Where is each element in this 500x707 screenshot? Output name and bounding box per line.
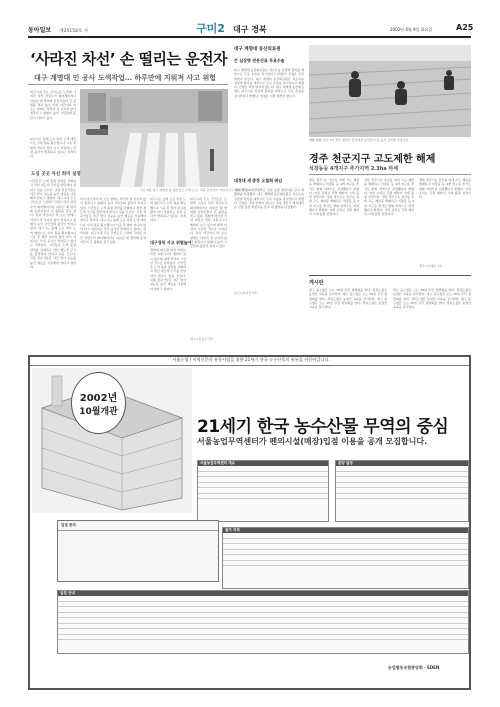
ad-info-table-2-head: 분양 일정 <box>336 461 468 466</box>
ad-inquiry-box-head: 입점 문의 <box>58 521 218 531</box>
table-row <box>198 494 328 500</box>
gyeongju-column-3: 경북 경주시는 천군동 일대 고도 제한을 해제하고 석장동 등 4개 지구를 추가로 완화 지역으로 지정했다고 밝혔다. 이번 조치로 건축 제한이 크게 풀릴 전망이다. <box>419 178 471 200</box>
gyeongju-column-2: 경북 경주시는 천군동 일대 고도 제한을 해제하고 석장동 등 4개 지구를 추가로 완화 지역으로 지정했다고 밝혔다. 이번 조치로 건축 제한이 크게 풀릴 전망이다. 경북 경주시는 천군동 일대 고도 제한을 해제하고 석장동 등 4개 지구를 추가로 완화 지역으로 지정했다고 밝혔다. 이번 조치로 건축 제한이 크게 풀릴 전망이다. <box>364 178 414 217</box>
ad-info-table-2 <box>335 460 469 522</box>
main-article-column-4: 대구시내 주요 간선도로 노면에 그려진 차선 상당수가 희미해지거나 지워진 채 방치돼 운전자들이 큰 불편을 겪고 있다. 경찰에 따르면 차선 미비로 인한 교통사고가 해마다 늘고 있으며 대책 마련이 시급한 것으로 나타났다. 특히 야간이나 비 오는 날에는 차선이 잘 보이지 않아 접촉사고 위험이 높아 시민들의 불만이 커지고 있다. <box>190 197 227 249</box>
table-row <box>58 635 468 641</box>
ad-opening-badge <box>71 372 126 434</box>
main-article-subhead: 도심 곳곳 차선 희미 설명 <box>31 172 81 177</box>
main-article-column-1: 대구시내 주요 간선도로 노면에 그려진 차선 상당수가 희미해지거나 지워진 채 방치돼 운전자들이 큰 불편을 겪고 있다. 특히 야간이나 비 오는 날에는 차선이 잘 보이지 않아 접촉사고 위험이 높아 시민들의 불만이 커지고 있다. <box>30 90 76 120</box>
notice-board <box>309 275 471 346</box>
ad-info-table-4-head: 입점 안내 <box>58 591 468 596</box>
notice-board-body-2: 대구 중구청은 오는 15일 주민 설명회를 연다. 경북도청은 농업인 교육을 실시한다. 대구 중구청은 오는 15일 주민 설명회를 연다. 경북도청은 농업인 교육을 실시한다. 대구 중구청은 오는 15일 주민 설명회를 연다. 경북도청은 농업인 교육을 실시한다. <box>393 288 471 310</box>
notice-board-body: 대구 중구청은 오는 15일 주민 설명회를 연다. 경북도청은 농업인 교육을 실시한다. 대구 중구청은 오는 15일 주민 설명회를 연다. 경북도청은 농업인 교육을 실시한다. 대구 중구청은 오는 15일 주민 설명회를 연다. 경북도청은 농업인 교육을 실시한다. <box>309 288 387 310</box>
section-logo: 구미2 <box>196 22 225 35</box>
table-row <box>336 494 468 500</box>
ad-sponsor-logo: 농업협동조합중앙회 · EDEN <box>388 665 440 670</box>
main-article-column-1b: 대구시는 올해 도로 차선 도색 예산으로 수억 원을 확보했으나 시공 후 얼마 지나지 않아 다시 지워지는 부실 공사가 반복되고 있다는 지적이다. <box>30 137 76 159</box>
issue-number: 제25158호 사 <box>59 29 89 34</box>
side-article-body: 대구 계명대 동산의료원은 저소득층 심장병 환자를 대상으로 무료 수술을 실시한다고 밝혔다. 신청은 이달 말까지 받는다. 대구 계명대 동산의료원은 저소득층 심장병 환자를 대상으로 무료 수술을 실시한다고 밝혔다. 신청은 이달 말까지 받는다. 대구 계명대 동산의료원은 저소득층 심장병 환자를 대상으로 무료 수술을 실시한다고 밝혔다. 신청은 이달 말까지 받는다. <box>234 68 304 98</box>
ad-info-table-3-head: 참가 자격 <box>223 528 468 533</box>
side-article-body2: 경북 경산시 대경대학은 신임 총장 취임식을 갖고 새 출발을 다짐했다. 대구 계명대 동산의료원은 저소득층 심장병 환자를 대상으로 무료 수술을 실시한다고 밝혔다. 신청은 이달 말까지 받는다. 경북 경산시 대경대학은 신임 총장 취임식을 갖고 새 출발을 다짐했다. <box>234 188 304 210</box>
crosswalk-photo-caption: 지난 4일 대구 계명대 앞 횡단보도 주변 도로. 교통 표지선이 지워져 사고 위험이 높다. <box>140 188 252 192</box>
gyeongju-headline: 경주 천군지구 고도제한 해제 <box>309 154 436 165</box>
field-photo-caption-text: 지난 7일 경북 영천시 들녘에서 농민들이 봄 농사 준비에 한창이다. <box>322 138 410 142</box>
main-headline: ‘사라진 차선’ 손 떨리는 운전자 <box>30 50 228 68</box>
main-article-column-2: 특히 야간이나 비 오는 날에는 차선이 잘 보이지 않아 접촉사고 위험이 높아 시민들의 불만이 커지고 있다. 시민들은 도색 품질 관리를 강화하고 차선 재도색 주기를 앞당겨야 한다고 입을 모은다. 교통 전문가들은 야간 반사 성능을 높인 재료를 사용해야 한다고 말한다. 대구시는 올해 도로 차선 도색 예산으로 수억 원을 확보했으나 시공 후 얼마 지나지 않아 다시 지워지는 부실 공사가 반복되고 있다는 지적이다. 대구시내 주요 간선도로 노면에 그려진 차선 상당수가 희미해지거나 지워진 채 방치돼 운전자들이 큰 불편을 겪고 있다. <box>80 197 146 244</box>
field-photo-tag: 이른 손길 <box>309 138 322 142</box>
section-title: 대구 경북 <box>233 25 267 34</box>
main-article-col3-head: 대구경북 사고 위험높아 <box>150 240 192 245</box>
field-illustration <box>309 45 471 137</box>
table-row <box>223 561 468 567</box>
gyeongju-rule <box>309 174 471 175</box>
side-article-byline: 대구=최성진기자 <box>234 291 257 295</box>
main-article-column-3b: 경찰에 따르면 차선 미비로 인한 교통사고가 해마다 늘고 있으며 대책 마련이 시급한 것으로 나타났다. 시민들은 도색 품질 관리를 강화하고 차선 재도색 주기를 앞당겨야 한다고 입을 모은다. 교통 전문가들은 야간 반사 성능을 높인 재료를 사용해야 한다고 말한다. <box>150 248 186 291</box>
side-article-head: 대구 계명대 동산의료원 <box>234 47 281 52</box>
crosswalk-photo <box>80 89 228 187</box>
ad-info-table-1 <box>197 460 329 522</box>
field-photo-caption <box>309 139 471 143</box>
notice-board-label: 게시판 <box>309 280 324 286</box>
ad-inquiry-box <box>57 520 219 582</box>
ad-info-table-4 <box>57 590 469 654</box>
subhead-rule <box>28 84 228 85</box>
main-article-column-1c: 시민들은 도색 품질 관리를 강화하고 차선 재도색 주기를 앞당겨야 한다고 입을 모은다. 교통 전문가들은 야간 반사 성능을 높인 재료를 사용해야 한다고 말한다. 대구시내 주요 간선도로 노면에 그려진 차선 상당수가 희미해지거나 지워진 채 방치돼 운전자들이 큰 불편을 겪고 있다. 특히 야간이나 비 오는 날에는 차선이 잘 보이지 않아 접촉사고 위험이 높아 시민들의 불만이 커지고 있다. 대구시는 올해 도로 차선 도색 예산으로 수억 원을 확보했으나 시공 후 얼마 지나지 않아 다시 지워지는 부실 공사가 반복되고 있다는 지적이다. 시민들은 도색 품질 관리를 강화하고 차선 재도색 주기를 앞당겨야 한다고 입을 모은다. 교통 전문가들은 야간 반사 성능을 높인 재료를 사용해야 한다고 말한다. <box>30 179 77 269</box>
ad-title: 21세기 한국 농수산물 무역의 중심 <box>197 417 449 437</box>
ad-info-table-3 <box>222 527 469 589</box>
ad-badge-month: 10월개관 <box>79 407 118 417</box>
side-article-head2: 큰 심장병 전문진료 무료수술 <box>234 58 285 63</box>
main-article-byline: 대구=정용균기자 <box>190 337 213 341</box>
main-article-column-3a: 대구시는 올해 도로 차선 도색 예산으로 수억 원을 확보했으나 시공 후 얼마 지나지 않아 다시 지워지는 부실 공사가 반복되고 있다는 지적이다. <box>150 197 186 223</box>
page-number: A25 <box>456 23 474 32</box>
ad-badge-year: 2002년 <box>79 393 118 404</box>
gyeongju-byline: 경주=이혜운기자 <box>419 264 442 268</box>
ad-top-line: 서울농업 / 지역신문의 유통사업을 위한 21세기 한국 농수산물의 유통을 이끌어갑니다. <box>172 357 330 362</box>
issue-date: 2002년 4월 9일 화요일 <box>390 27 433 32</box>
main-subheadline: 대구 계명대 인 공사 도색작업… 하루만에 지워져 사고 위험 <box>34 74 217 82</box>
side-article-head3: 대경대 새 총장 오철희 취임 <box>234 178 283 183</box>
gyeongju-subheadline: 석장동등 4개지구 추가지역 2.3ha 하세 <box>309 166 399 172</box>
gyeongju-column-1: 경북 경주시는 천군동 일대 고도 제한을 해제하고 석장동 등 4개 지구를 추가로 완화 지역으로 지정했다고 밝혔다. 이번 조치로 건축 제한이 크게 풀릴 전망이다. 경북 경주시는 천군동 일대 고도 제한을 해제하고 석장동 등 4개 지구를 추가로 완화 지역으로 지정했다고 밝혔다. 이번 조치로 건축 제한이 크게 풀릴 전망이다. <box>309 178 359 217</box>
ad-top-rule <box>30 365 469 366</box>
ad-subtitle: 서울농업무역센터가 펜의시설(매장)입점 이용을 공개 모집합니다. <box>197 437 428 446</box>
ad-info-table-1-head: 서울농업무역센터 개요 <box>198 461 328 466</box>
header-rule <box>28 36 471 38</box>
newspaper-name: 동아일보 제25158호 사 <box>28 27 89 34</box>
field-photo <box>309 45 471 137</box>
crosswalk-illustration <box>80 89 228 187</box>
